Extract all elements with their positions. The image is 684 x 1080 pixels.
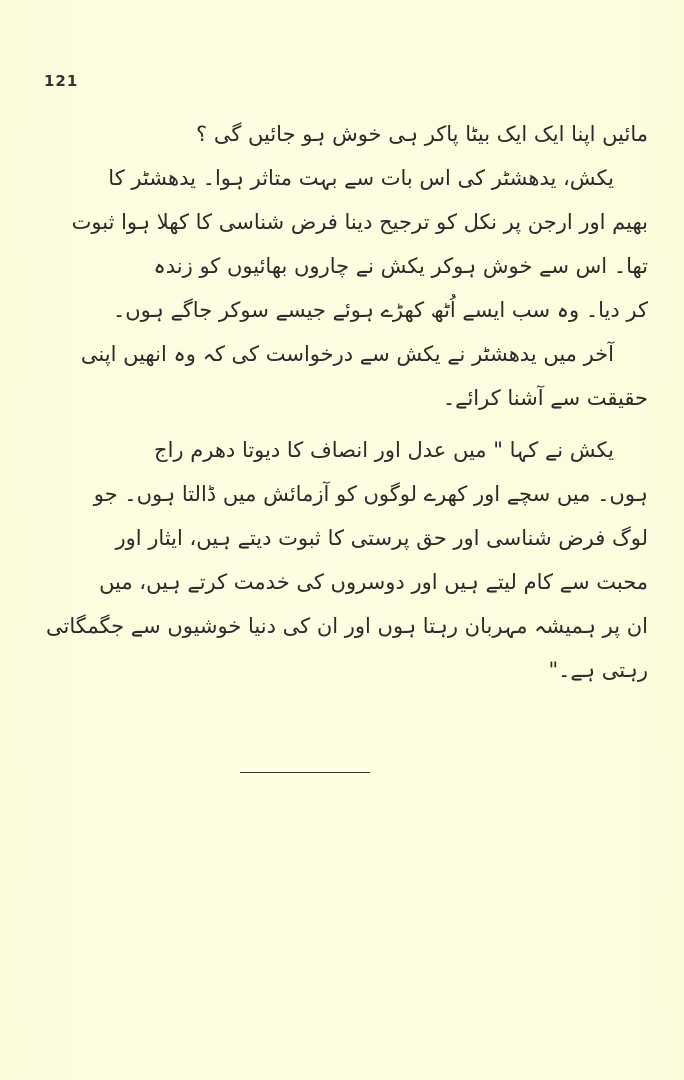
text-line: یکش نے کہا " میں عدل اور انصاف کا دیوتا دھرم راج bbox=[154, 438, 614, 462]
text-line: کر دیا۔ وہ سب ایسے اُٹھ کھڑے ہوئے جیسے سوکر جاگے ہوں۔ bbox=[112, 298, 648, 322]
text-line: حقیقت سے آشنا کرائے۔ bbox=[442, 386, 648, 410]
text-line: مائیں اپنا ایک ایک بیٹا پاکر ہی خوش ہو جائیں گی ؟ bbox=[196, 122, 648, 146]
text-line: بھیم اور ارجن پر نکل کو ترجیح دینا فرض شناسی کا کھلا ہوا ثبوت bbox=[71, 210, 648, 234]
text-line: تھا۔ اس سے خوش ہوکر یکش نے چاروں بھائیوں کو زندہ bbox=[153, 254, 648, 278]
section-end-rule bbox=[240, 772, 370, 773]
text-line: لوگ فرض شناسی اور حق پرستی کا ثبوت دیتے ہیں، ایثار اور bbox=[115, 526, 648, 550]
text-line: رہتی ہے۔" bbox=[548, 658, 648, 682]
text-line: ہوں۔ میں سچے اور کھرے لوگوں کو آزمائش میں ڈالتا ہوں۔ جو bbox=[93, 482, 648, 506]
text-line: آخر میں یدھشٹر نے یکش سے درخواست کی کہ وہ انھیں اپنی bbox=[80, 342, 614, 366]
page-number: 121 bbox=[44, 72, 79, 90]
body-text bbox=[40, 112, 648, 692]
text-line: ان پر ہمیشہ مہربان رہتا ہوں اور ان کی دنیا خوشیوں سے جگمگاتی bbox=[46, 614, 648, 638]
text-line: محبت سے کام لیتے ہیں اور دوسروں کی خدمت کرتے ہیں، میں bbox=[99, 570, 648, 594]
text-line: یکش، یدھشٹر کی اس بات سے بہت متاثر ہوا۔ یدھشٹر کا bbox=[108, 166, 614, 190]
